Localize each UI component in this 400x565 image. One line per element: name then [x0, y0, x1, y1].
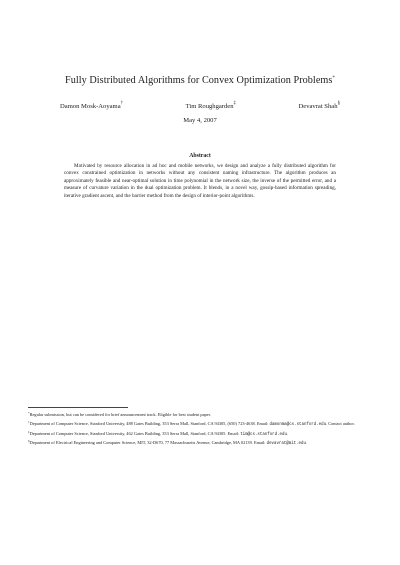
paper-title-text: Fully Distributed Algorithms for Convex Optimization Problems	[65, 75, 333, 86]
author-footnote-mark: ‡	[233, 101, 237, 106]
email-address: damonma@cs.stanford.edu	[269, 422, 327, 427]
footnote-divider	[28, 407, 128, 408]
footnote	[28, 410, 364, 418]
footnote-tail: . Contact author.	[326, 420, 355, 426]
abstract-body: Motivated by resource allocation in ad hoc and mobile networks, we design and analyze a fully distributed algorithm for convex constrained optimization in networks without any consistent naming infrastructure. The algorithm produces an approximately feasible and near-optimal solution in time polynomial in the network size, the inverse of the permitted error, and a measure of curvature variation in the dual optimization problem. It blends, in a novel way, gossip-based information spreading, iterative gradient ascent, and the barrier method from the design of interior-point algorithms.	[64, 163, 336, 199]
footnote	[28, 419, 364, 428]
author-name-text: Tim Roughgarden	[185, 103, 234, 110]
author-name	[299, 99, 341, 111]
author-name	[186, 99, 236, 111]
email-label: Email:	[253, 440, 266, 446]
author-list	[60, 99, 340, 111]
author-footnote-mark: †	[120, 101, 124, 106]
author-footnote-mark: §	[337, 101, 340, 106]
footnote-text: Department of Electrical Engineering and Computer Science, MIT, 32-D670, 77 Massachusetts Avenue, Cambridge, MA 02139.	[29, 440, 253, 446]
email-address: devavrat@mit.edu	[266, 442, 306, 447]
paper-date: May 4, 2007	[183, 117, 217, 124]
email-label: Email:	[256, 420, 269, 426]
footnote-mark: †	[28, 419, 30, 424]
footnote-tail: .	[286, 430, 288, 436]
footnote-mark: ‡	[28, 429, 30, 434]
footnote-mark: *	[28, 411, 30, 415]
footnote-mark: §	[28, 439, 30, 444]
abstract-heading: Abstract	[189, 153, 211, 159]
author-name-text: Damon Mosk-Aoyama	[60, 103, 121, 110]
footnote-tail: .	[305, 440, 308, 446]
title-footnote-mark: *	[332, 76, 335, 81]
footnote-text: Department of Computer Science, Stanford University, 462 Gates Building, 353 Serra Mall, Stanford, CA 94305.	[29, 430, 227, 436]
footnote	[28, 429, 364, 438]
email-label: Email:	[227, 430, 240, 436]
paper-title	[20, 72, 380, 87]
footnote-text: Department of Computer Science, Stanford University, 488 Gates Building, 353 Serra Mall, Stanford, CA 94305, (650) 723-4638.	[29, 420, 256, 426]
footnote-text: Regular submission, but can be considered for brief announcement track. Eligible for best student paper.	[29, 412, 211, 417]
author-name	[60, 99, 123, 111]
email-address: tim@cs.stanford.edu	[240, 432, 287, 437]
author-name-text: Devavrat Shah	[298, 103, 338, 110]
footnote-list	[28, 410, 364, 448]
footnote	[28, 438, 364, 447]
